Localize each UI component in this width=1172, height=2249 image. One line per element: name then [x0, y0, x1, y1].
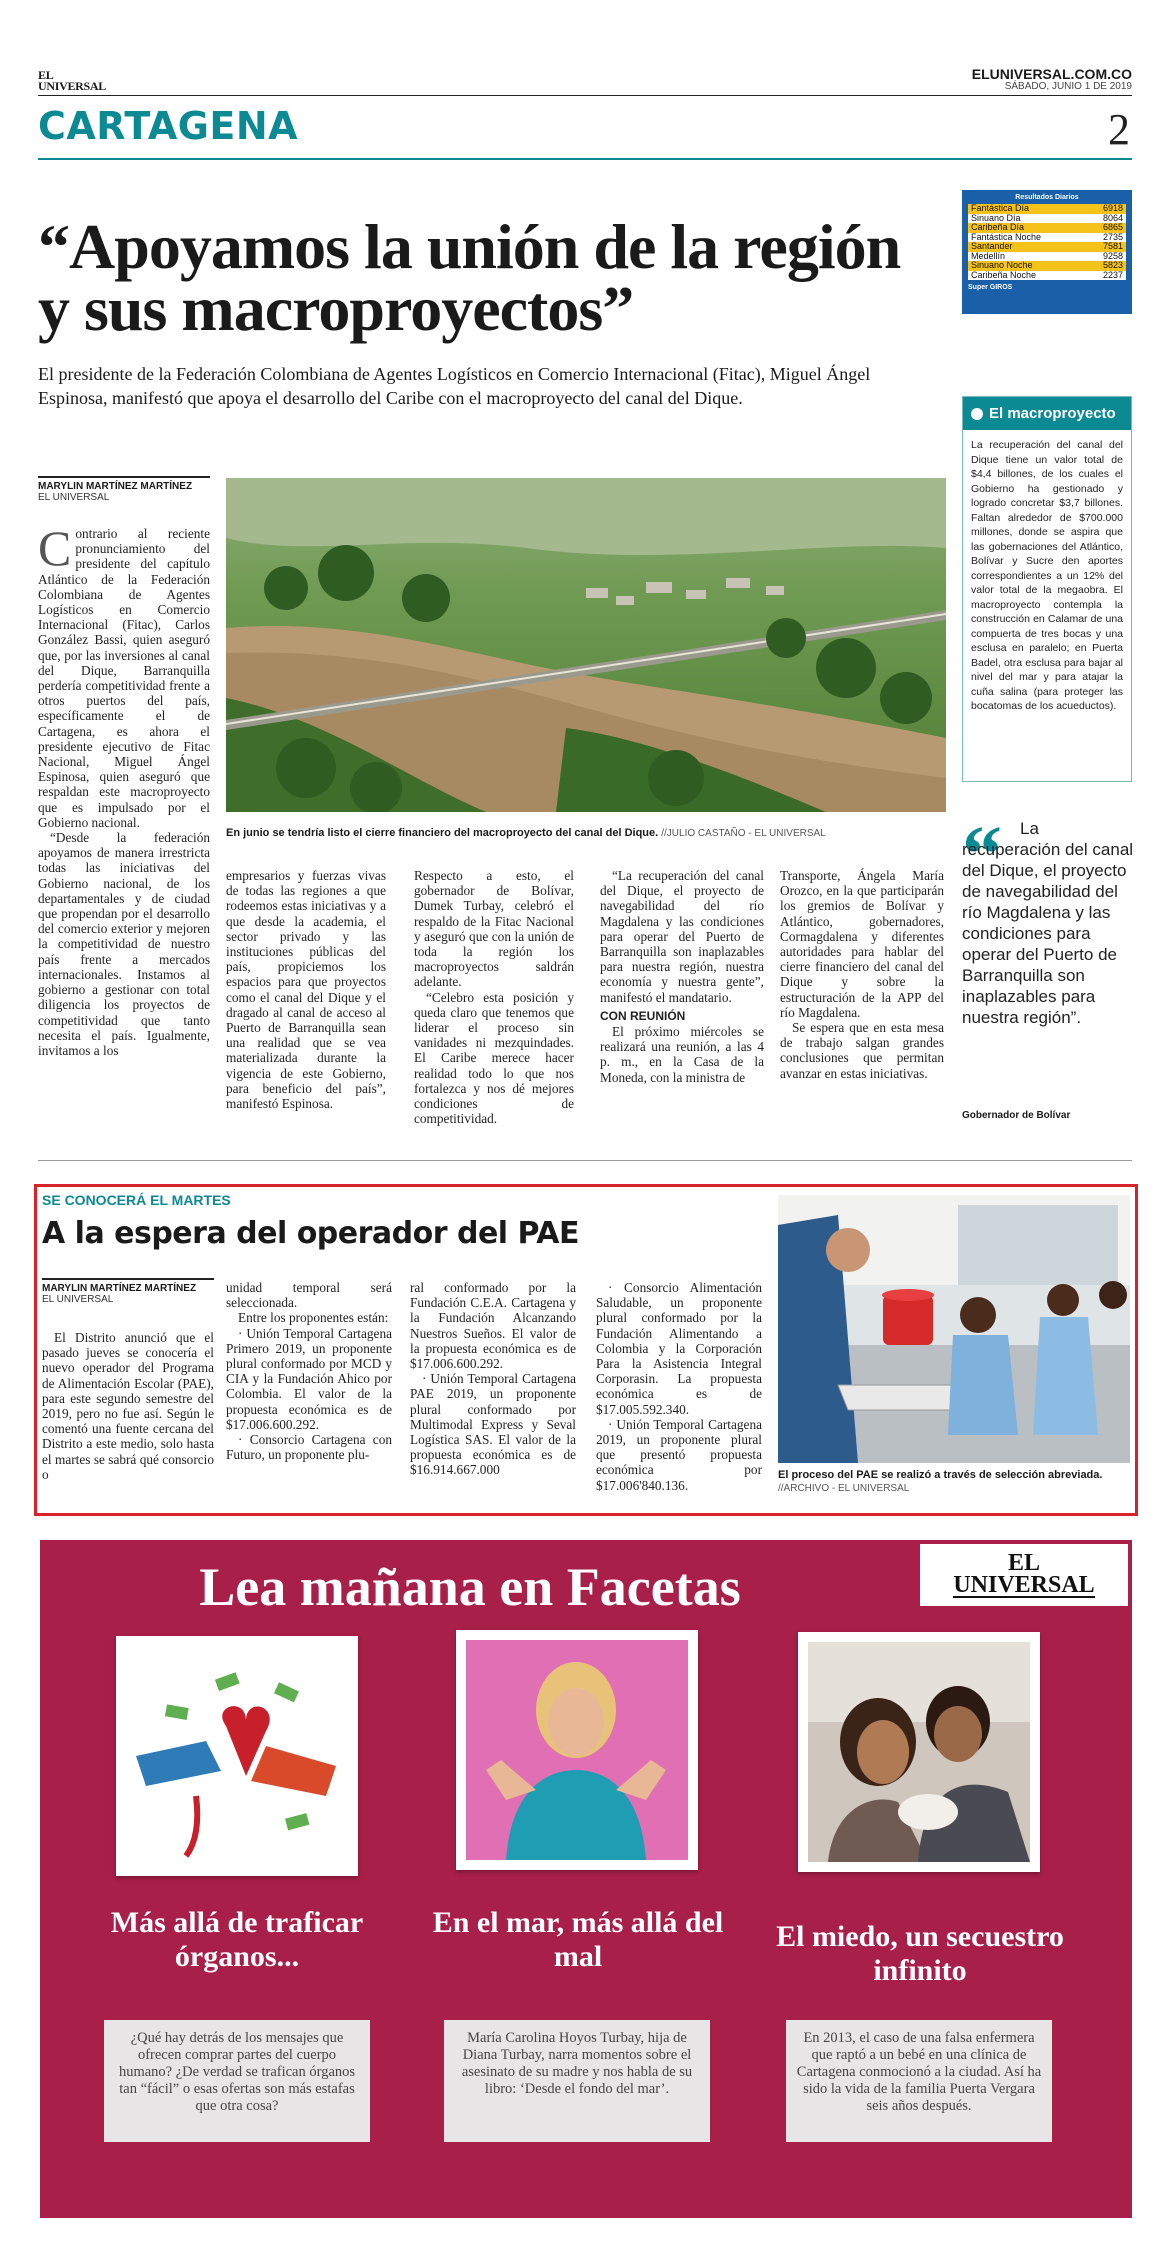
facetas-image-organs[interactable]	[116, 1636, 358, 1876]
byline-org: EL UNIVERSAL	[38, 492, 110, 503]
lottery-row: Medellín 9258	[968, 252, 1126, 262]
pae-kicker: SE CONOCERÁ EL MARTES	[42, 1192, 231, 1208]
facetas-image-portrait[interactable]	[456, 1630, 698, 1870]
top-rule	[38, 95, 1132, 96]
photo-credit: //JULIO CASTAÑO - EL UNIVERSAL	[661, 828, 826, 839]
lottery-table	[968, 204, 1126, 280]
lottery-sponsor: Super GIROS	[968, 284, 1013, 291]
pae-column-1	[42, 1330, 214, 1482]
lottery-title: Resultados Diarios	[1015, 194, 1079, 201]
quote-attribution: Gobernador de Bolívar	[962, 1110, 1071, 1121]
pae-column-4	[596, 1280, 762, 1493]
pae-byline-block	[42, 1278, 214, 1305]
facetas-title: Lea mañana en Facetas	[199, 1557, 741, 1617]
column-text: El Distrito anunció que el pasado jueves se conocería el nuevo operador del Programa de Alimentación Escolar (PAE), para este segundo semestre del 2019, pero no fue así. Según le comentó una fuente cercana del Distrito a este medio, solo hasta el martes se sabrá qué consorcio o	[42, 1330, 214, 1482]
lottery-row: Fantástica Noche 2735	[968, 233, 1126, 243]
el-universal-logo	[920, 1544, 1128, 1606]
column-text: · Consorcio Cartagena con Futuro, un proponente plu-	[226, 1432, 392, 1463]
column-text: Se espera que en esta mesa de trabajo salgan grandes conclusiones que permitan avanzar en estas iniciativas.	[780, 1020, 944, 1081]
column-text: unidad temporal será seleccionada.	[226, 1280, 392, 1311]
pae-column-2	[226, 1280, 392, 1462]
sidebar-body: La recuperación del canal del Dique tiene un valor total de $4,4 billones, de los cuales el Gobierno ha gestionado y logrado concretar $3,7 billones. Faltan alrededor de $700.000 millones, donde se aspira que las gobernaciones del Atlántico, Bolívar y Sucre den aportes correspondientes a un 12% del valor total de la megaobra. El macroproyecto contempla la construcción en Calamar de una compuerta de tres bocas y una esclusa en paralelo; en Puerta Badel, otra esclusa para bajar al nivel del mar y para atajar la cuña salina (para proteger las bocatomas de los acueductos).	[971, 439, 1123, 712]
column-text: “Desde la federación apoyamos de manera irrestricta todas las iniciativas del Gobierno nacional, de los departamentales y de ciudad que propendan por el desarrollo del comercio exterior y mejoren la competitividad de nuestro país frente a mercados internacionales. Instamos al gobierno a gestionar con total diligencia los proyectos de competitividad que tanto necesita el país. Igualmente, invitamos a los	[38, 830, 210, 1058]
dropcap: C	[38, 520, 72, 576]
facetas-headline-2[interactable]: En el mar, más allá del mal	[432, 1906, 724, 1973]
subhead: CON REUNIÓN	[600, 1008, 686, 1023]
logo-line2: UNIVERSAL	[953, 1572, 1095, 1598]
main-column-1	[38, 520, 210, 1058]
column-text: El próximo miércoles se realizará una reunión, a las 4 p. m., en la Casa de la Moneda, con la ministra de	[600, 1024, 764, 1085]
byline: MARYLIN MARTÍNEZ MARTÍNEZ	[38, 476, 210, 492]
site-url[interactable]: ELUNIVERSAL.COM.CO	[971, 66, 1132, 82]
lottery-row: Caribeña Noche 2237	[968, 271, 1126, 281]
lottery-row: Sinuano Noche 5823	[968, 261, 1126, 271]
pae-headline: A la espera del operador del PAE	[42, 1216, 579, 1251]
column-text: Respecto a esto, el gobernador de Bolívar, Dumek Turbay, celebró el respaldo de la Fitac Nacional y aseguró que con la unión de toda la región los macroproyectos saldrán adelante.	[414, 868, 574, 990]
main-column-3	[414, 868, 574, 1126]
logo-line1: EL	[1007, 1550, 1040, 1576]
column-text: · Unión Temporal Cartagena PAE 2019, un proponente plural conformado por Multimodal Express y Seval Logística SAS. El valor de la propuesta económica es de $16.914.667.000	[410, 1371, 576, 1478]
column-text: ontrario al reciente pronunciamiento del presidente del capítulo Atlántico de la Federación Colombiana de Agentes Logísticos en Comercio Internacional (Fitac), Carlos González Bassi, quien aseguró que, por las inversiones al canal del Dique, Barranquilla perdería competitividad frente a otros puertos del país, específicamente el de Cartagena, es ahora el presidente ejecutivo de Fitac Nacional, Miguel Ángel Espinosa, quien aseguró que respaldan este macroproyecto que es impulsado por el Gobierno nacional.	[38, 526, 210, 830]
column-text: “La recuperación del canal del Dique, el proyecto de navegabilidad del río Magdalena y las condiciones para operar del Puerto de Barranquilla son inaplazables para nuestra región, nuestra economía y nuestra gente”, manifestó el mandatario.	[600, 868, 764, 1005]
issue-date: SÁBADO, JUNIO 1 DE 2019	[1004, 81, 1132, 92]
canal-aerial-photo	[226, 478, 946, 812]
logo-line2: UNIVERSAL	[38, 79, 106, 93]
byline-org: EL UNIVERSAL	[42, 1294, 114, 1305]
facetas-headline-3[interactable]: El miedo, un secuestro infinito	[776, 1920, 1064, 1987]
newspaper-logo	[38, 70, 106, 92]
lottery-row: Sinuano Día 8064	[968, 214, 1126, 224]
caption-text: En junio se tendría listo el cierre financiero del macroproyecto del canal del Dique.	[226, 827, 659, 839]
pull-quote: La recuperación del canal del Dique, el proyecto de navegabilidad del río Magdalena y las condiciones para operar del Puerto de Barranquilla son inaplazables para nuestra región”.	[962, 819, 1134, 1027]
section-rule	[38, 158, 1132, 160]
main-photo-caption	[226, 826, 946, 841]
logo-line1: EL	[38, 68, 54, 82]
pae-photo-caption	[778, 1468, 1130, 1496]
lottery-row: Caribeña Día 6865	[968, 223, 1126, 233]
lottery-results	[962, 190, 1132, 314]
page-number: 2	[1108, 105, 1130, 154]
quote-mark-icon: “	[962, 811, 1002, 899]
section-title: CARTAGENA	[38, 104, 299, 148]
column-text: · Unión Temporal Cartagena 2019, un proponente plural que presentó propuesta económica por $17.006'840.136.	[596, 1416, 762, 1493]
facetas-image-family[interactable]	[798, 1632, 1040, 1872]
bullet-icon	[971, 408, 983, 420]
sidebar-header	[963, 397, 1131, 430]
column-text: · Consorcio Alimentación Saludable, un proponente plural conformado por la Fundación Alimentando a Colombia y la Corporación Para la Asistencia Integral Corporasin. La propuesta económica es de $17.005.592.340.	[596, 1280, 762, 1417]
main-column-2	[226, 868, 386, 1111]
macroproyecto-sidebar	[962, 396, 1132, 782]
column-text: Transporte, Ángela María Orozco, en la que participarán los gremios de Bolívar y Atlántico, gobernadores, Cormagdalena y diferentes autoridades para hablar del cierre financiero del canal del Dique y sobre la estructuración de la APP del río Magdalena.	[780, 868, 944, 1020]
main-deck: El presidente de la Federación Colombiana de Agentes Logísticos en Comercio Internacional (Fitac), Miguel Ángel Espinosa, manifestó que apoya el desarrollo del Caribe con el macroproyecto del canal del Dique.	[38, 364, 871, 408]
facetas-teaser-2: María Carolina Hoyos Turbay, hija de Diana Turbay, narra momentos sobre el asesinato de su madre y nos habla de su libro: ‘Desde el fondo del mar’.	[444, 2020, 710, 2142]
column-text: empresarios y fuerzas vivas de todas las regiones a que rodeemos estas iniciativas y a que desde la academia, el sector privado y las instituciones públicas del país, propiciemos los espacios para que proyectos como el canal del Dique y el dragado al canal de acceso al Puerto de Barranquilla sean una realidad que se vea materializada durante la vigencia de este Gobierno, para beneficio del país”, manifestó Espinosa.	[226, 868, 386, 1112]
pae-children-photo	[778, 1195, 1130, 1463]
lottery-row: Fantástica Día 6918	[968, 204, 1126, 214]
byline: MARYLIN MARTÍNEZ MARTÍNEZ	[42, 1278, 214, 1294]
main-column-4	[600, 868, 764, 1085]
pae-column-3	[410, 1280, 576, 1478]
caption-text: El proceso del PAE se realizó a través de selección abreviada.	[778, 1469, 1103, 1481]
main-byline-block	[38, 476, 210, 503]
lottery-row: Santander 7581	[968, 242, 1126, 252]
sidebar-title: El macroproyecto	[989, 405, 1116, 422]
facetas-teaser-1: ¿Qué hay detrás de los mensajes que ofrecen comprar partes del cuerpo humano? ¿De verdad se trafican órganos tan “fácil” o esas ofertas son más estafas que otra cosa?	[104, 2020, 370, 2142]
section-divider	[38, 1160, 1132, 1161]
facetas-headline-1[interactable]: Más allá de traficar órganos...	[110, 1906, 364, 1973]
column-text: ral conformado por la Fundación C.E.A. Cartagena y la Fundación Alcanzando Nuestros Sueños. El valor de la propuesta económica es de $17.006.600.292.	[410, 1280, 576, 1372]
column-text: “Celebro esta posición y queda claro que tenemos que liderar el proceso sin vanidades ni mezquindades. El Caribe merece hacer realidad todo lo que nos fortalezca y nos dé mejores condiciones de competitividad.	[414, 989, 574, 1127]
column-text: Entre los proponentes están:	[238, 1310, 389, 1326]
photo-credit: //ARCHIVO - EL UNIVERSAL	[778, 1483, 910, 1494]
main-headline: “Apoyamos la unión de la región y sus macroproyectos”	[38, 211, 901, 344]
main-column-5	[780, 868, 944, 1081]
column-text: · Unión Temporal Cartagena Primero 2019, un proponente plural conformado por MCD y CIA y la Fundación Ahico por Colombia. El valor de la propuesta económica es de $17.006.600.292.	[226, 1325, 392, 1432]
facetas-teaser-3: En 2013, el caso de una falsa enfermera que raptó a un bebé en una clínica de Cartagena conmocionó a la ciudad. Así ha sido la vida de la familia Puerta Vergara seis años después.	[786, 2020, 1052, 2142]
